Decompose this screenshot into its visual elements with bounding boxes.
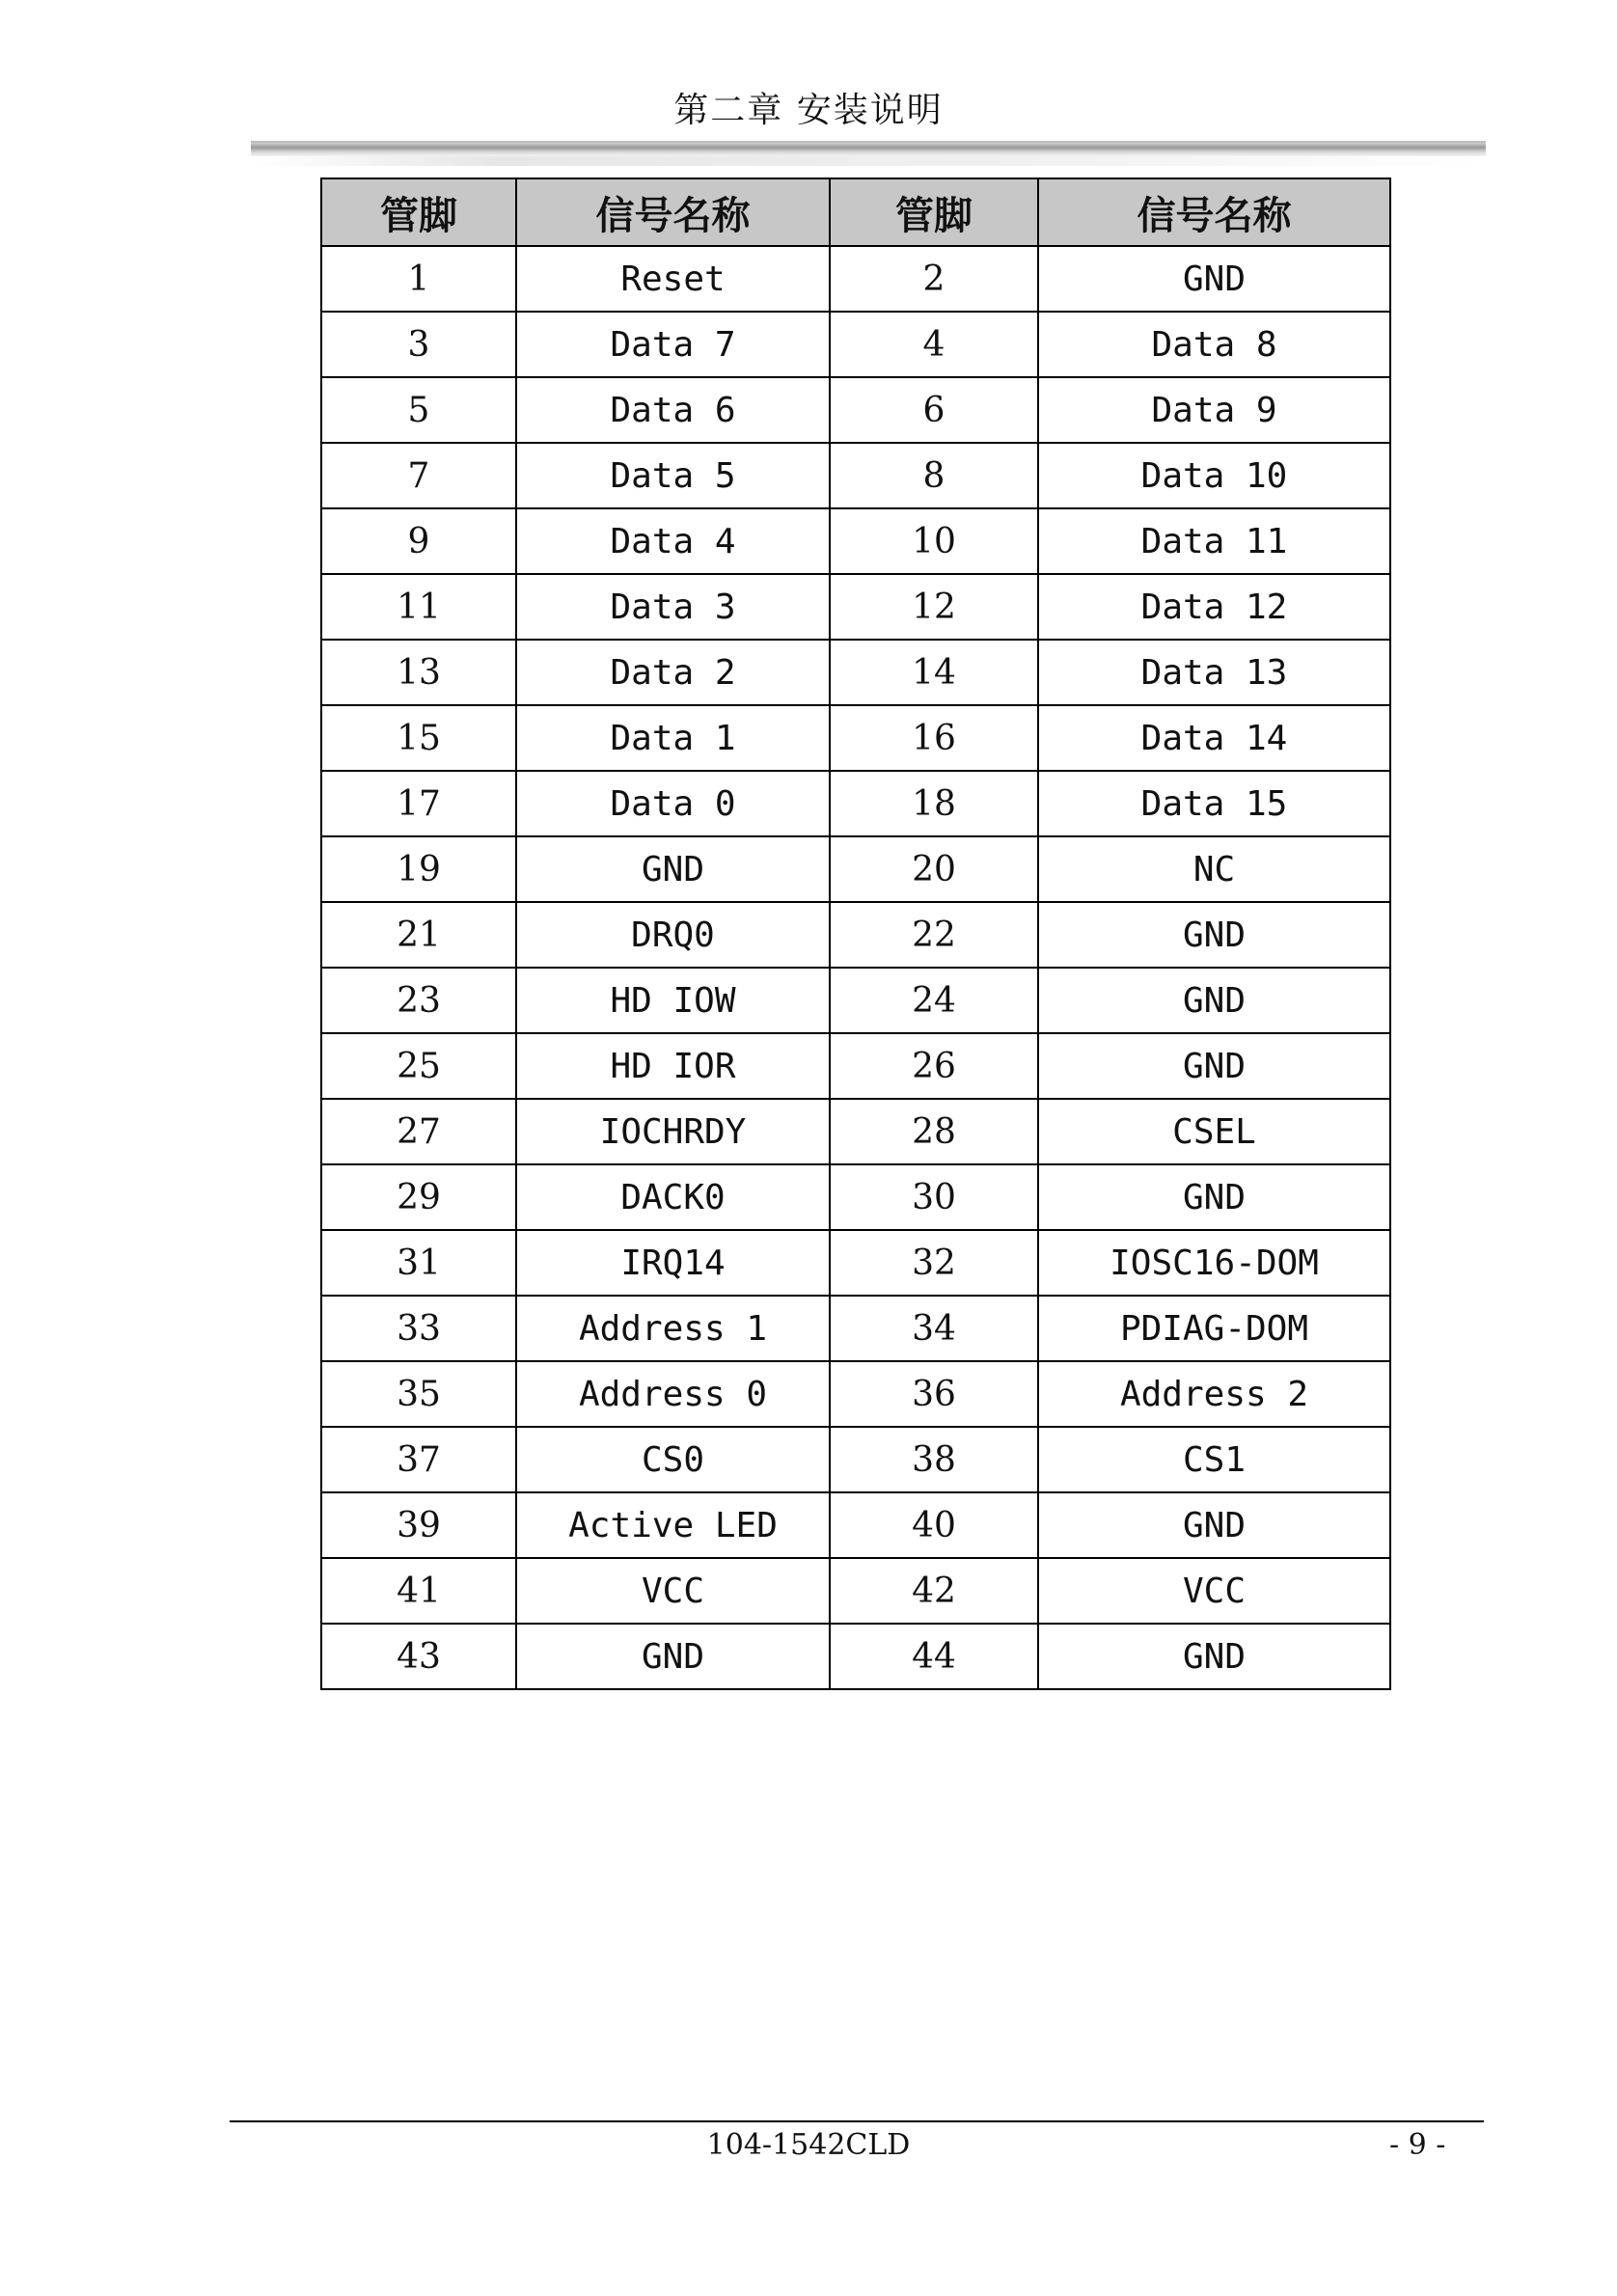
pin-number-cell: 19	[321, 836, 516, 902]
header-rule	[251, 141, 1486, 156]
pin-number-cell: 23	[321, 968, 516, 1033]
signal-name-cell: Data 3	[516, 574, 830, 640]
signal-name-cell: Data 2	[516, 640, 830, 705]
pin-number-cell: 21	[321, 902, 516, 968]
pin-number-cell: 17	[321, 771, 516, 836]
pin-number-cell: 35	[321, 1361, 516, 1427]
table-row	[321, 1033, 1390, 1099]
table-row	[321, 1492, 1390, 1558]
table-row	[321, 377, 1390, 443]
pin-number-cell: 44	[830, 1624, 1038, 1689]
header-signal-name: 信号名称	[1038, 178, 1390, 246]
header-pin: 管脚	[830, 178, 1038, 246]
pin-assignment-table	[320, 178, 1391, 1690]
signal-name-cell: Data 5	[516, 443, 830, 508]
signal-name-cell: Data 0	[516, 771, 830, 836]
table-row	[321, 443, 1390, 508]
pin-number-cell: 18	[830, 771, 1038, 836]
pin-number-cell: 30	[830, 1164, 1038, 1230]
pin-number-cell: 39	[321, 1492, 516, 1558]
pin-number-cell: 15	[321, 705, 516, 771]
signal-name-cell: IOCHRDY	[516, 1099, 830, 1164]
table-row	[321, 1427, 1390, 1492]
signal-name-cell: DRQ0	[516, 902, 830, 968]
signal-name-cell: Data 10	[1038, 443, 1390, 508]
pin-number-cell: 34	[830, 1296, 1038, 1361]
pin-number-cell: 37	[321, 1427, 516, 1492]
signal-name-cell: Address 2	[1038, 1361, 1390, 1427]
pin-number-cell: 8	[830, 443, 1038, 508]
pin-number-cell: 11	[321, 574, 516, 640]
page-number: - 9 -	[1389, 2128, 1446, 2162]
footer-rule	[230, 2120, 1484, 2122]
signal-name-cell: GND	[1038, 902, 1390, 968]
table-body	[321, 246, 1390, 1689]
signal-name-cell: Reset	[516, 246, 830, 312]
table-row	[321, 312, 1390, 377]
table-row	[321, 1296, 1390, 1361]
table-row	[321, 968, 1390, 1033]
signal-name-cell: IRQ14	[516, 1230, 830, 1296]
signal-name-cell: Data 4	[516, 508, 830, 574]
pin-number-cell: 4	[830, 312, 1038, 377]
signal-name-cell: HD IOR	[516, 1033, 830, 1099]
pin-number-cell: 6	[830, 377, 1038, 443]
pin-number-cell: 3	[321, 312, 516, 377]
pin-number-cell: 7	[321, 443, 516, 508]
pin-number-cell: 20	[830, 836, 1038, 902]
table-row	[321, 640, 1390, 705]
signal-name-cell: CS1	[1038, 1427, 1390, 1492]
signal-name-cell: CS0	[516, 1427, 830, 1492]
table-row	[321, 574, 1390, 640]
pin-number-cell: 10	[830, 508, 1038, 574]
pin-number-cell: 38	[830, 1427, 1038, 1492]
pin-number-cell: 26	[830, 1033, 1038, 1099]
pin-number-cell: 1	[321, 246, 516, 312]
pin-number-cell: 5	[321, 377, 516, 443]
signal-name-cell: HD IOW	[516, 968, 830, 1033]
table-row	[321, 1624, 1390, 1689]
table-row	[321, 1164, 1390, 1230]
pin-number-cell: 40	[830, 1492, 1038, 1558]
pin-number-cell: 43	[321, 1624, 516, 1689]
signal-name-cell: IOSC16-DOM	[1038, 1230, 1390, 1296]
table-row	[321, 836, 1390, 902]
signal-name-cell: Data 15	[1038, 771, 1390, 836]
pin-number-cell: 25	[321, 1033, 516, 1099]
pin-number-cell: 33	[321, 1296, 516, 1361]
pin-number-cell: 9	[321, 508, 516, 574]
signal-name-cell: GND	[1038, 968, 1390, 1033]
signal-name-cell: Data 14	[1038, 705, 1390, 771]
pin-number-cell: 32	[830, 1230, 1038, 1296]
pin-number-cell: 36	[830, 1361, 1038, 1427]
signal-name-cell: GND	[1038, 1164, 1390, 1230]
signal-name-cell: Data 11	[1038, 508, 1390, 574]
pin-number-cell: 28	[830, 1099, 1038, 1164]
table-row	[321, 508, 1390, 574]
signal-name-cell: Data 1	[516, 705, 830, 771]
pin-number-cell: 14	[830, 640, 1038, 705]
signal-name-cell: Address 1	[516, 1296, 830, 1361]
table-row	[321, 1230, 1390, 1296]
signal-name-cell: GND	[1038, 1492, 1390, 1558]
document-code: 104-1542CLD	[706, 2128, 911, 2162]
table-row	[321, 1558, 1390, 1624]
pin-number-cell: 24	[830, 968, 1038, 1033]
signal-name-cell: PDIAG-DOM	[1038, 1296, 1390, 1361]
header-pin: 管脚	[321, 178, 516, 246]
signal-name-cell: Data 13	[1038, 640, 1390, 705]
signal-name-cell: Data 12	[1038, 574, 1390, 640]
signal-name-cell: VCC	[516, 1558, 830, 1624]
table-header-row	[321, 178, 1390, 246]
signal-name-cell: Data 7	[516, 312, 830, 377]
signal-name-cell: GND	[1038, 246, 1390, 312]
pin-number-cell: 13	[321, 640, 516, 705]
signal-name-cell: GND	[1038, 1033, 1390, 1099]
pin-number-cell: 29	[321, 1164, 516, 1230]
pin-number-cell: 16	[830, 705, 1038, 771]
table-row	[321, 705, 1390, 771]
signal-name-cell: Data 6	[516, 377, 830, 443]
pin-number-cell: 12	[830, 574, 1038, 640]
signal-name-cell: GND	[516, 1624, 830, 1689]
signal-name-cell: NC	[1038, 836, 1390, 902]
table-row	[321, 771, 1390, 836]
table-row	[321, 1361, 1390, 1427]
pin-number-cell: 41	[321, 1558, 516, 1624]
signal-name-cell: Active LED	[516, 1492, 830, 1558]
pin-number-cell: 31	[321, 1230, 516, 1296]
signal-name-cell: VCC	[1038, 1558, 1390, 1624]
signal-name-cell: Data 8	[1038, 312, 1390, 377]
signal-name-cell: DACK0	[516, 1164, 830, 1230]
table-row	[321, 246, 1390, 312]
table-row	[321, 1099, 1390, 1164]
table-row	[321, 902, 1390, 968]
pin-number-cell: 42	[830, 1558, 1038, 1624]
header-signal-name: 信号名称	[516, 178, 830, 246]
signal-name-cell: Address 0	[516, 1361, 830, 1427]
signal-name-cell: GND	[516, 836, 830, 902]
pin-number-cell: 27	[321, 1099, 516, 1164]
signal-name-cell: GND	[1038, 1624, 1390, 1689]
signal-name-cell: CSEL	[1038, 1099, 1390, 1164]
signal-name-cell: Data 9	[1038, 377, 1390, 443]
pin-number-cell: 2	[830, 246, 1038, 312]
pin-number-cell: 22	[830, 902, 1038, 968]
page-header-title: 第二章 安装说明	[673, 91, 944, 130]
